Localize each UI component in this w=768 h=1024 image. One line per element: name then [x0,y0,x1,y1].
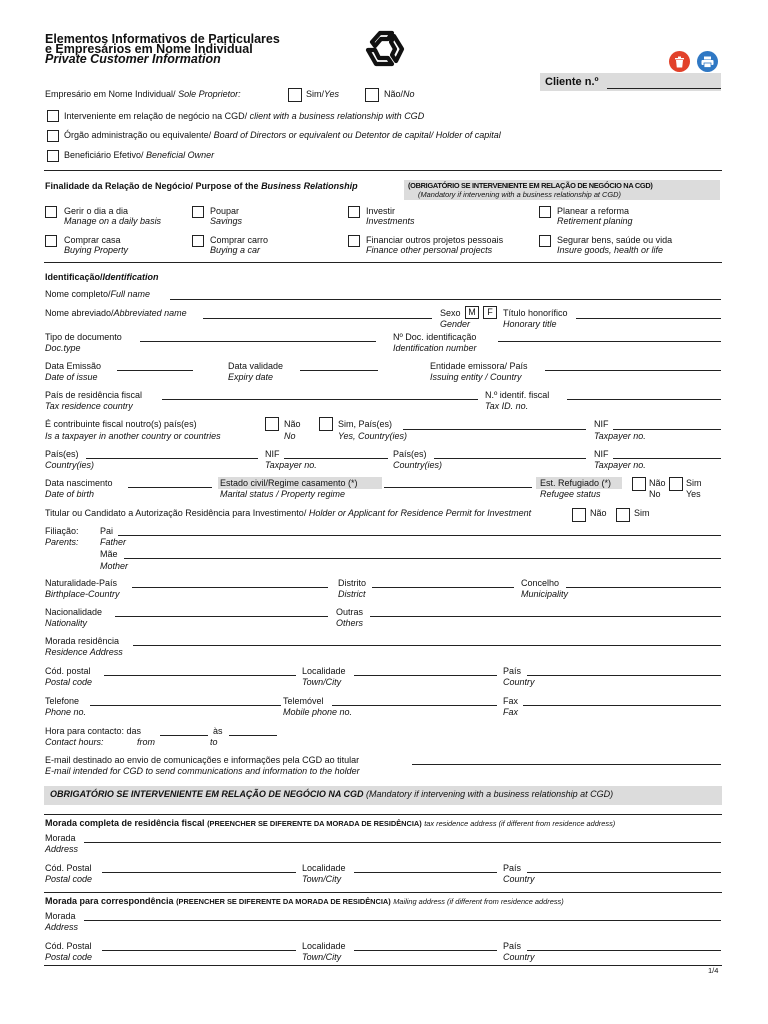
sex-m-option[interactable]: M [465,306,479,319]
doc-id-field[interactable] [498,341,721,342]
municipality-en: Municipality [521,589,569,599]
refugee-no-checkbox[interactable] [632,477,646,491]
purpose-car-checkbox[interactable] [192,235,204,247]
sex-label: Sexo [440,308,461,318]
issue-date-en: Date of issue [45,372,98,382]
contact-hours-from-field[interactable] [160,735,208,736]
purpose-house-en: Buying Property [64,245,129,255]
honorific-label: Título honorífico [503,308,568,318]
town-label: Localidade [302,666,346,676]
refugee-no-en: No [649,489,661,499]
page-number: 1/4 [708,966,719,975]
purpose-savings-label: Poupar [210,206,240,216]
mother-field[interactable] [124,558,721,559]
full-name-field[interactable] [170,299,721,300]
expiry-field[interactable] [300,370,378,371]
purpose-invest-checkbox[interactable] [348,206,360,218]
fax-en: Fax [503,707,519,717]
tax-address-field[interactable] [84,842,721,843]
purpose-title: Finalidade da Relação de Negócio/ Purpose of the Business Relationship [45,181,358,191]
tax-country-field[interactable] [162,399,478,400]
others-en: Others [336,618,364,628]
mailing-country-en: Country [503,952,535,962]
mailing-address-field[interactable] [84,920,721,921]
divider [44,170,722,171]
nationality-field[interactable] [115,616,328,617]
bank-logo [362,28,406,70]
nif-label-2: NIF [265,449,280,459]
form-title-line2: e Empresários em Nome Individual [45,42,253,56]
sole-proprietor-no-label: Não/No [384,89,415,99]
tax-postal-label: Cód. Postal [45,863,92,873]
municipality-field[interactable] [566,587,721,588]
role-client-label: Interveniente em relação de negócio na CGD/ client with a business relationship with CGD [64,111,425,121]
purpose-insure-checkbox[interactable] [539,235,551,247]
tax-postal-field[interactable] [102,872,296,873]
full-name-label: Nome completo/Full name [45,289,151,299]
contact-hours-label: Hora para contacto: das [45,726,142,736]
other-tax-no-label: Não [284,419,301,429]
birthplace-label: Naturalidade-País [45,578,118,588]
purpose-insure-en: Insure goods, health or life [557,245,664,255]
filiation-label: Filiação: [45,526,79,536]
issue-date-label: Data Emissão [45,361,102,371]
other-tax-yes-en: Yes, Country(ies) [338,431,408,441]
civil-status-label: Estado civil/Regime casamento (*) [220,478,358,488]
tax-id-en: Tax ID. no. [485,401,529,411]
trash-icon [674,56,685,68]
mailing-country-field[interactable] [527,950,721,951]
district-en: District [338,589,366,599]
countries-label-1: País(es) [45,449,79,459]
delete-button[interactable] [669,51,690,72]
father-en: Father [100,537,127,547]
tax-id-label: N.º identif. fiscal [485,390,550,400]
tax-address-title: Morada completa de residência fiscal (PREENCHER SE DIFERENTE DA MORADA DE RESIDÊNCIA) tax residence address (if different from residence address) [45,818,616,828]
country-field[interactable] [527,675,721,676]
purpose-retirement-checkbox[interactable] [539,206,551,218]
other-tax-yes-label: Sim, País(es) [338,419,393,429]
purpose-insure-label: Segurar bens, saúde ou vida [557,235,673,245]
purpose-car-label: Comprar carro [210,235,269,245]
phone-label: Telefone [45,696,80,706]
nif-label-3: NIF [594,449,609,459]
purpose-savings-checkbox[interactable] [192,206,204,218]
nif-field-3[interactable] [613,458,721,459]
sole-proprietor-yes-checkbox[interactable] [288,88,302,102]
client-number-field[interactable] [607,88,721,89]
tax-country-en: Tax residence country [45,401,133,411]
tax-address-label: Morada [45,833,76,843]
district-label: Distrito [338,578,367,588]
role-beneficial-owner-label: Beneficiário Efetivo/ Beneficial Owner [64,150,215,160]
municipality-label: Concelho [521,578,560,588]
identification-title: Identificação/Identification [45,272,159,282]
others-label: Outras [336,607,364,617]
birthplace-en: Birthplace-Country [45,589,120,599]
nif-label-1: NIF [594,419,609,429]
refugee-yes-en: Yes [686,489,701,499]
email-label: E-mail destinado ao envio de comunicações e informações pela CGD ao titular [45,755,360,765]
contact-hours-to-label: às [213,726,223,736]
doc-type-field[interactable] [140,341,376,342]
other-tax-yes-checkbox[interactable] [319,417,333,431]
issuer-en: Issuing entity / Country [430,372,522,382]
form-title-line1: Elementos Informativos de Particulares [45,32,280,46]
investment-permit-no-label: Não [590,508,607,518]
taxpayer-en-1: Taxpayer no. [594,431,646,441]
divider [44,262,722,263]
other-tax-no-checkbox[interactable] [265,417,279,431]
purpose-car-en: Buying a car [210,245,261,255]
nif-field-1[interactable] [613,429,721,430]
district-field[interactable] [372,587,514,588]
other-tax-no-en: No [284,431,296,441]
role-board-label: Órgão administração ou equivalente/ Board of Directors or equivalent ou Detentor de capital/ Holder of capital [64,130,501,140]
father-field[interactable] [118,535,721,536]
residence-address-label: Morada residência [45,636,120,646]
civil-status-field[interactable] [384,487,532,488]
purpose-savings-en: Savings [210,216,243,226]
purpose-daily-checkbox[interactable] [45,206,57,218]
contact-hours-en: Contact hours: [45,737,104,747]
print-button[interactable] [697,51,718,72]
countries-en-1: Country(ies) [45,460,95,470]
sole-proprietor-no-checkbox[interactable] [365,88,379,102]
town-en: Town/City [302,677,342,687]
birth-date-en: Date of birth [45,489,95,499]
mailing-country-label: País [503,941,522,951]
mobile-en: Mobile phone no. [283,707,353,717]
birthplace-field[interactable] [132,587,328,588]
mailing-address-label: Morada [45,911,76,921]
postal-code-label: Cód. postal [45,666,91,676]
countries-label-2: País(es) [393,449,427,459]
sole-proprietor-label: Empresário em Nome Individual/ Sole Proprietor: [45,89,241,99]
contact-hours-to-field[interactable] [229,735,277,736]
investment-permit-label: Titular ou Candidato a Autorização Residência para Investimento/ Holder or Applicant for Residence Permit for Investment [45,508,532,518]
country-en: Country [503,677,535,687]
refugee-yes-label: Sim [686,478,702,488]
purpose-projects-en: Finance other personal projects [366,245,493,255]
tax-town-label: Localidade [302,863,346,873]
refugee-yes-checkbox[interactable] [669,477,683,491]
form-title-en: Private Customer Information [45,52,221,66]
phone-field[interactable] [90,705,281,706]
investment-permit-yes-checkbox[interactable] [616,508,630,522]
mobile-field[interactable] [332,705,497,706]
residence-address-en: Residence Address [45,647,123,657]
tax-country-field[interactable] [527,872,721,873]
nationality-label: Nacionalidade [45,607,103,617]
mailing-town-label: Localidade [302,941,346,951]
contact-to-en: to [210,737,218,747]
divider [44,814,722,815]
client-number-label: Cliente n.º [545,76,599,88]
father-label: Pai [100,526,114,536]
postal-code-en: Postal code [45,677,93,687]
mailing-postal-field[interactable] [102,950,296,951]
tax-town-en: Town/City [302,874,342,884]
divider [44,965,722,966]
parents-en: Parents: [45,537,79,547]
investment-permit-yes-label: Sim [634,508,650,518]
gender-en: Gender [440,319,471,329]
mobile-label: Telemóvel [283,696,324,706]
role-client-checkbox[interactable] [47,110,59,122]
countries-en-2: Country(ies) [393,460,443,470]
purpose-daily-en: Manage on a daily basis [64,216,162,226]
refugee-en: Refugee status [540,489,601,499]
issue-date-field[interactable] [117,370,193,371]
role-beneficial-owner-checkbox[interactable] [47,150,59,162]
purpose-house-label: Comprar casa [64,235,121,245]
birth-date-field[interactable] [128,487,212,488]
purpose-house-checkbox[interactable] [45,235,57,247]
mailing-address-en: Address [45,922,79,932]
email-en: E-mail intended for CGD to send communications and information to the holder [45,766,360,776]
civil-status-en: Marital status / Property regime [220,489,346,499]
purpose-projects-checkbox[interactable] [348,235,360,247]
expiry-en: Expiry date [228,372,274,382]
purpose-invest-label: Investir [366,206,396,216]
tax-town-field[interactable] [354,872,497,873]
fax-field[interactable] [523,705,721,706]
honorific-en: Honorary title [503,319,557,329]
purpose-daily-label: Gerir o dia a dia [64,206,129,216]
others-field[interactable] [370,616,721,617]
other-tax-en: Is a taxpayer in another country or countries [45,431,221,441]
refugee-no-label: Não [649,478,666,488]
printer-icon [701,56,714,68]
birth-date-label: Data nascimento [45,478,113,488]
email-field[interactable] [412,764,721,765]
taxpayer-en-3: Taxpayer no. [594,460,646,470]
nationality-en: Nationality [45,618,88,628]
tax-country-label: País [503,863,522,873]
abbrev-name-label: Nome abreviado/Abbreviated name [45,308,187,318]
investment-permit-no-checkbox[interactable] [572,508,586,522]
abbrev-name-field[interactable] [203,318,432,319]
phone-en: Phone no. [45,707,87,717]
contact-from-en: from [137,737,155,747]
mother-en: Mother [100,561,129,571]
doc-id-en: Identification number [393,343,477,353]
doc-type-en: Doc.type [45,343,81,353]
mailing-postal-label: Cód. Postal [45,941,92,951]
purpose-invest-en: Investments [366,216,415,226]
tax-country-label: País de residência fiscal [45,390,143,400]
other-tax-country-field-1[interactable] [403,429,586,430]
countries-field-2[interactable] [434,458,586,459]
sole-proprietor-yes-label: Sim/Yes [306,89,340,99]
country-label: País [503,666,522,676]
tax-country-en: Country [503,874,535,884]
expiry-label: Data validade [228,361,284,371]
purpose-projects-label: Financiar outros projetos pessoais [366,235,504,245]
divider [44,892,722,893]
residence-address-field[interactable] [133,645,721,646]
mailing-postal-en: Postal code [45,952,93,962]
refugee-label: Est. Refugiado (*) [540,478,612,488]
tax-postal-en: Postal code [45,874,93,884]
issuer-label: Entidade emissora/ País [430,361,528,371]
mailing-address-title: Morada para correspondência (PREENCHER SE DIFERENTE DA MORADA DE RESIDÊNCIA) Mailing address (if different from residence address) [45,896,564,906]
postal-code-field[interactable] [104,675,296,676]
mandatory-banner-text: OBRIGATÓRIO SE INTERVENIENTE EM RELAÇÃO DE NEGÓCIO NA CGD (Mandatory if intervening with a business relationship at CGD) [50,789,614,799]
sex-f-option[interactable]: F [483,306,497,319]
town-field[interactable] [354,675,497,676]
doc-id-label: Nº Doc. identificação [393,332,477,342]
issuer-field[interactable] [545,370,721,371]
countries-field-1[interactable] [86,458,258,459]
taxpayer-en-2: Taxpayer no. [265,460,317,470]
purpose-mandatory-label: (OBRIGATÓRIO SE INTERVENIENTE EM RELAÇÃO DE NEGÓCIO NA CGD) [408,181,653,190]
tax-id-field[interactable] [567,399,721,400]
nif-field-2[interactable] [284,458,388,459]
purpose-mandatory-en: (Mandatory if intervening with a business relationship at CGD) [418,190,621,199]
mother-label: Mãe [100,549,118,559]
tax-address-en: Address [45,844,79,854]
honorific-field[interactable] [576,318,721,319]
mailing-town-field[interactable] [354,950,497,951]
purpose-retirement-en: Retirement planing [557,216,633,226]
role-board-checkbox[interactable] [47,130,59,142]
mailing-town-en: Town/City [302,952,342,962]
other-tax-label: É contribuinte fiscal noutro(s) país(es) [45,419,197,429]
doc-type-label: Tipo de documento [45,332,122,342]
fax-label: Fax [503,696,519,706]
purpose-retirement-label: Planear a reforma [557,206,630,216]
